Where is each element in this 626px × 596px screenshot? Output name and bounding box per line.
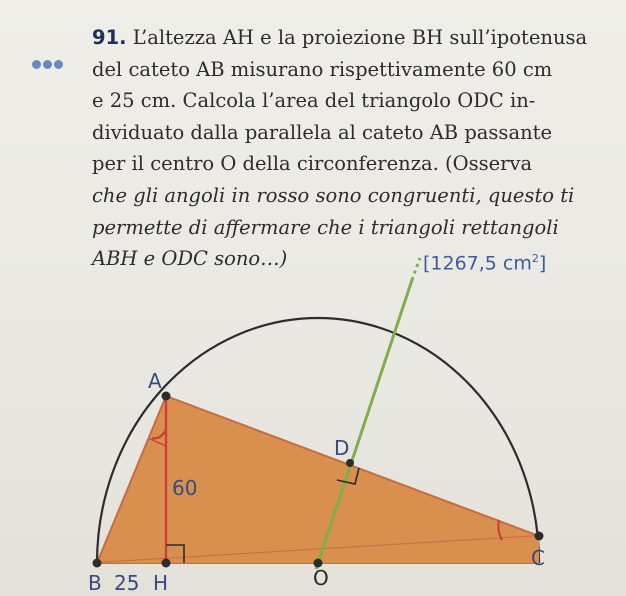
label-o: O — [313, 566, 329, 590]
label-a: A — [148, 369, 162, 393]
exercise-line-6: che gli angoli in rosso sono congruenti, questo ti — [92, 183, 575, 207]
exercise-line-1: 91. L’altezza AH e la proiezione BH sull’ipotenusa — [92, 26, 588, 49]
exercise-line-8: ABH e ODC sono…) — [92, 247, 288, 271]
parallel-line-extension — [412, 258, 420, 280]
point-c — [535, 532, 544, 541]
label-d: D — [334, 436, 350, 460]
exercise-line-7: permette di affermare che i triangoli rettangoli — [92, 215, 559, 239]
exercise-line-2: del cateto AB misurano rispettivamente 60 cm — [92, 57, 553, 81]
point-a — [162, 392, 171, 401]
label-ah: 60 — [172, 476, 198, 500]
triangle-abc — [97, 396, 539, 563]
label-b: B — [88, 571, 102, 595]
point-d — [346, 459, 354, 467]
label-bh: 25 — [114, 571, 140, 595]
exercise-line-5: per il centro O della circonferenza. (Osserva — [92, 152, 533, 176]
exercise-line-3: e 25 cm. Calcola l’area del triangolo ODC in- — [92, 89, 536, 113]
answer-text: [1267,5 $cm^2$] — [423, 252, 547, 275]
label-h: H — [153, 571, 169, 595]
label-c: C — [531, 546, 545, 570]
exercise-line-4: dividuato dalla parallela al cateto AB passante — [92, 120, 553, 144]
exercise-number: 91. — [92, 26, 127, 49]
point-h — [162, 559, 171, 568]
point-b — [93, 559, 102, 568]
